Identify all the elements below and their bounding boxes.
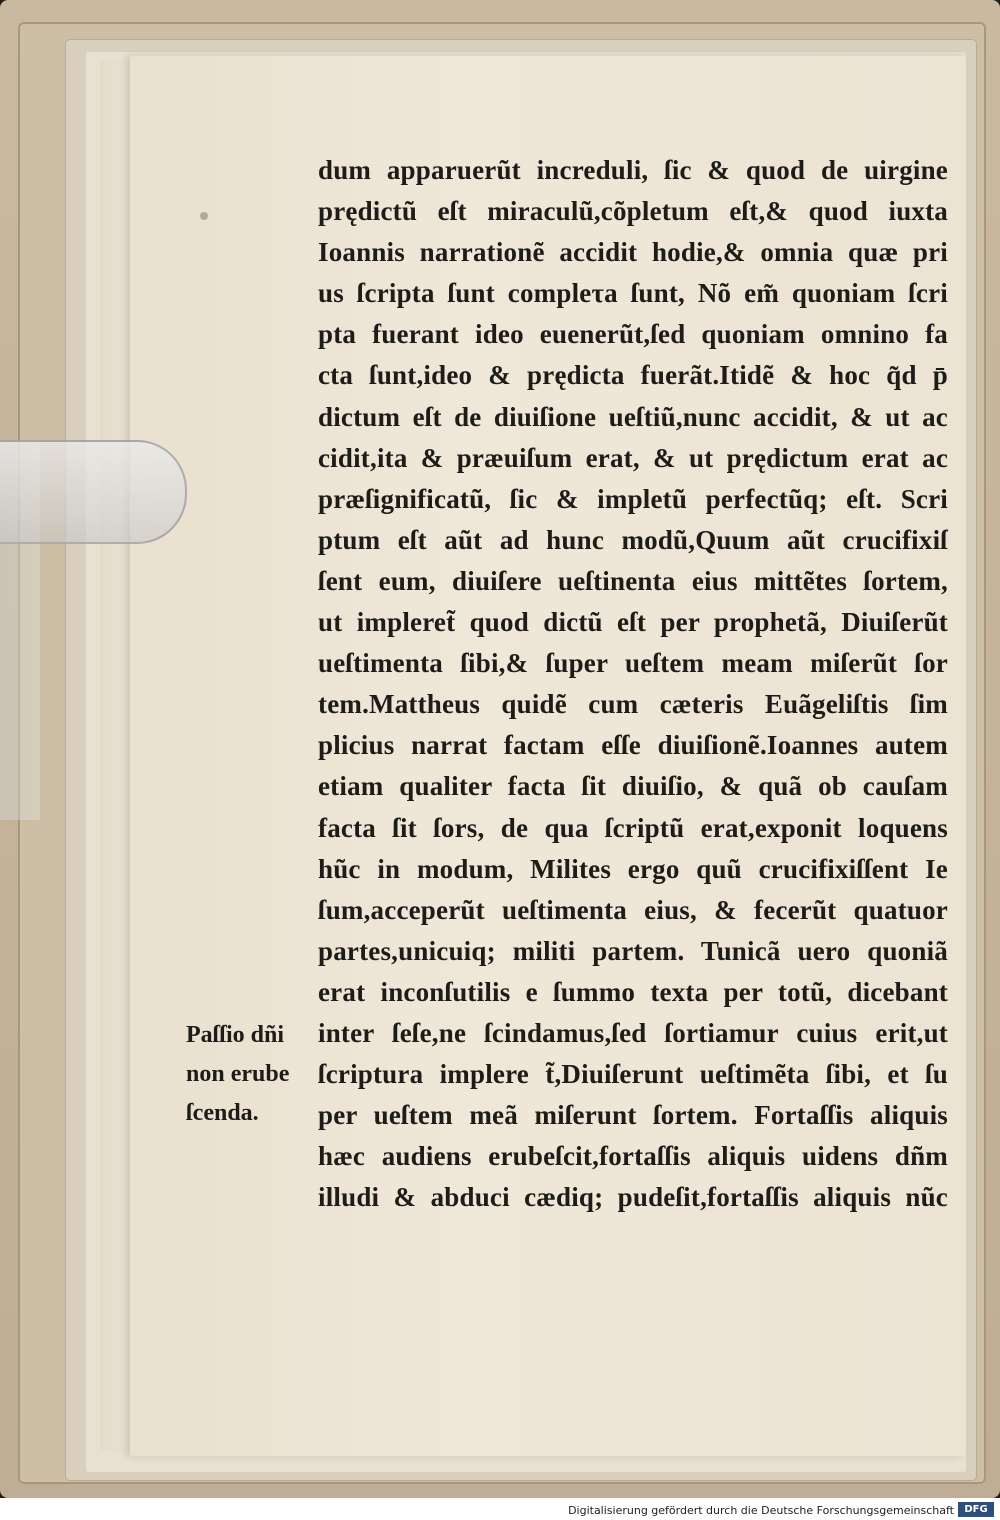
text-line: partes,unicuiq; militi partem. Tunicã uero quoniã [318, 935, 948, 966]
text-line: Ioannis narrationẽ accidit hodie,& omnia quæ pri [318, 237, 948, 268]
text-line: ſum,acceperũt ueſtimenta eius, & fecerũt quatuor [318, 894, 948, 925]
text-line: ſcriptura implere t̃,Diuiſerunt ueſtimẽta ſibi, et ſu [318, 1059, 948, 1090]
text-line: ut impleret̃ quod dictũ eſt per prophetã, Diuiſerũt [318, 607, 948, 638]
margin-note-line: Paſſio dñi [186, 1022, 285, 1048]
text-line: etiam qualiter facta ſit diuiſio, & quã ob cauſam [318, 771, 948, 802]
text-line: facta ſit ſors, de qua ſcriptũ erat,exponit loquens [318, 812, 948, 843]
plastic-clip [0, 440, 187, 544]
text-line: dictum eſt de diuiſione ueſtiũ,nunc accidit, & ut ac [318, 401, 948, 432]
text-line: hæc audiens erubeſcit,fortaſſis aliquis uidens dñm [318, 1141, 948, 1172]
text-line: per ueſtem meã miſerunt ſortem. Fortaſſis aliquis [318, 1100, 948, 1131]
text-line: erat inconſutilis e ſummo texta per totũ, dicebant [318, 976, 948, 1007]
text-line: ptum eſt aũt ad hunc modũ,Quum aũt crucifixiſ [318, 524, 948, 555]
text-line: ueſtimenta ſibi,& ſuper ueſtem meam miſerũt ſor [318, 648, 948, 679]
margin-note [186, 1016, 321, 1133]
text-line: plicius narrat factam eſſe diuiſionẽ.Ioannes autem [318, 730, 948, 761]
text-line: cta ſunt,ideo & prędicta fuerãt.Itidẽ & hoc q̃d p̄ [318, 360, 948, 391]
footer-credit: Digitalisierung gefördert durch die Deutsche Forschungsgemeinschaft [568, 1504, 954, 1517]
text-line: ſent eum, diuiſere ueſtinenta eius mittẽtes ſortem, [318, 565, 948, 596]
text-line: præſignificatũ, ſic & impletũ perfectũq; eſt. Scri [318, 483, 948, 514]
text-line: inter ſeſe,ne ſcindamus,ſed ſortiamur cuius erit,ut [318, 1017, 948, 1048]
text-line: us ſcripta ſunt compleτa ſunt, Nõ em̃ quoniam ſcri [318, 278, 948, 309]
text-line: pta fuerant ideo euenerũt,ſed quoniam omnino fa [318, 319, 948, 350]
text-line: hũc in modum, Milites ergo quũ crucifixiſſent Ie [318, 853, 948, 884]
text-line: tem.Mattheus quidẽ cum cæteris Euãgeliſtis ſim [318, 689, 948, 720]
footer-bar [0, 1498, 1000, 1520]
text-line: dum apparuerũt increduli, ſic & quod de uirgine [318, 155, 948, 185]
margin-note-line: ſcenda. [186, 1100, 259, 1126]
text-line: illudi & abduci cædiq; pudeſit,fortaſſis aliquis nũc [318, 1182, 948, 1213]
main-text-block [318, 150, 948, 1218]
text-line: cidit,ita & præuiſum erat, & ut prędictum erat ac [318, 442, 948, 473]
dfg-logo-icon[interactable]: DFG [958, 1502, 994, 1517]
text-line: prędictũ eſt miraculũ,cõpletum eſt,& quod iuxta [318, 196, 948, 227]
paper-spot [200, 212, 208, 220]
margin-note-line: non erube [186, 1061, 290, 1087]
